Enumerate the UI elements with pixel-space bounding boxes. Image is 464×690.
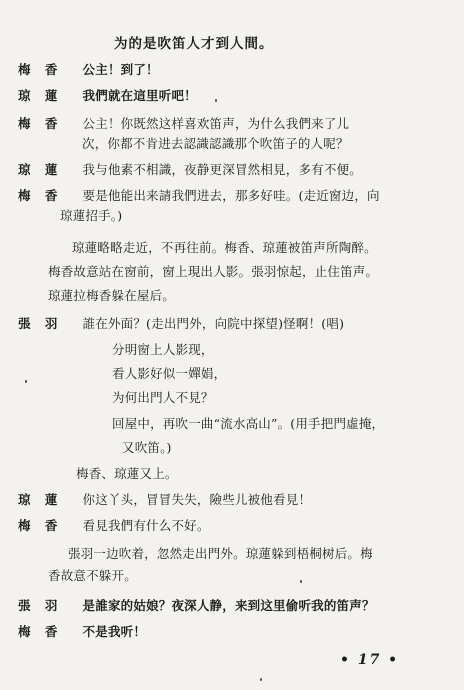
stage-direction: 琼蓮拉梅香躲在屋后。	[48, 288, 176, 303]
dialogue-text: 我們就在這里听吧！	[82, 88, 197, 103]
dialogue-text: 公主！到了！	[82, 62, 159, 77]
speaker-name: 琼 蓮	[18, 162, 63, 177]
speaker-name: 琼 蓮	[18, 492, 63, 507]
dialogue-text: 你这丫头，冒冒失失，險些儿被他看見！	[82, 492, 312, 507]
verse-line: 分明窗上人影现，	[112, 342, 214, 357]
dialogue-text: 誰在外面？(走出門外，向院中探望)怪啊！(唱)	[82, 316, 345, 331]
dialogue-line	[18, 316, 344, 332]
stage-direction: 琼蓮招手。)	[60, 208, 123, 223]
speaker-name: 梅 香	[18, 188, 63, 203]
scan-speck	[25, 380, 27, 383]
dialogue-text: 看見我們有什么不好。	[82, 518, 210, 533]
dialogue-line	[18, 62, 159, 78]
speaker-name: 梅 香	[18, 62, 63, 77]
dialogue-line	[18, 518, 210, 534]
dialogue-text: 我与他素不相識，夜静更深冒然相見，多有不便。	[82, 162, 362, 177]
dialogue-line	[18, 598, 375, 614]
speaker-name: 梅 香	[18, 624, 63, 639]
scan-speck	[260, 678, 262, 681]
stage-direction: 琼蓮略略走近，不再往前。梅香、琼蓮被笛声所陶醉。	[72, 240, 377, 255]
scan-speck	[215, 99, 217, 102]
dialogue-line	[18, 88, 197, 104]
verse-line: 为的是吹笛人才到人間。	[114, 36, 274, 52]
page-number: • 17 •	[340, 652, 400, 668]
stage-direction: 又吹笛。)	[122, 440, 172, 455]
verse-line: 看人影好似一嬋娟，	[112, 366, 227, 381]
speaker-name: 梅 香	[18, 518, 63, 533]
dialogue-line	[18, 116, 349, 132]
stage-direction: 梅香故意站在窗前，窗上現出人影。張羽惊起，止住笛声。	[48, 264, 379, 279]
dialogue-line	[18, 624, 146, 640]
dialogue-text: 不是我听！	[82, 624, 147, 639]
speaker-name: 梅 香	[18, 116, 63, 131]
dialogue-line	[18, 162, 362, 178]
scan-speck	[300, 580, 302, 583]
dialogue-text: 要是他能出来請我們进去，那多好哇。(走近窗边，向	[82, 188, 380, 203]
speaker-name: 琼 蓮	[18, 88, 63, 103]
dialogue-text: 是誰家的姑娘？夜深人静，来到这里偷听我的笛声？	[82, 598, 375, 613]
speaker-name: 張 羽	[18, 316, 63, 331]
dialogue-line	[18, 492, 311, 508]
stage-direction: 張羽一边吹着，忽然走出門外。琼蓮躲到梧桐树后。梅	[68, 546, 373, 561]
dialogue-line	[18, 188, 380, 204]
verse-line: 为何出門人不見？	[112, 390, 214, 405]
speaker-name: 張 羽	[18, 598, 63, 613]
stage-direction: 香故意不躲开。	[48, 568, 137, 583]
verse-line: 回屋中，再吹一曲“流水高山”。(用手把門虛掩，	[112, 416, 385, 431]
dialogue-text: 公主！你既然这样喜欢笛声，为什么我們来了儿	[82, 116, 350, 131]
stage-direction: 梅香、琼蓮又上。	[76, 466, 178, 481]
dialogue-continuation: 次，你都不肯进去認識認識那个吹笛子的人呢？	[82, 136, 349, 151]
